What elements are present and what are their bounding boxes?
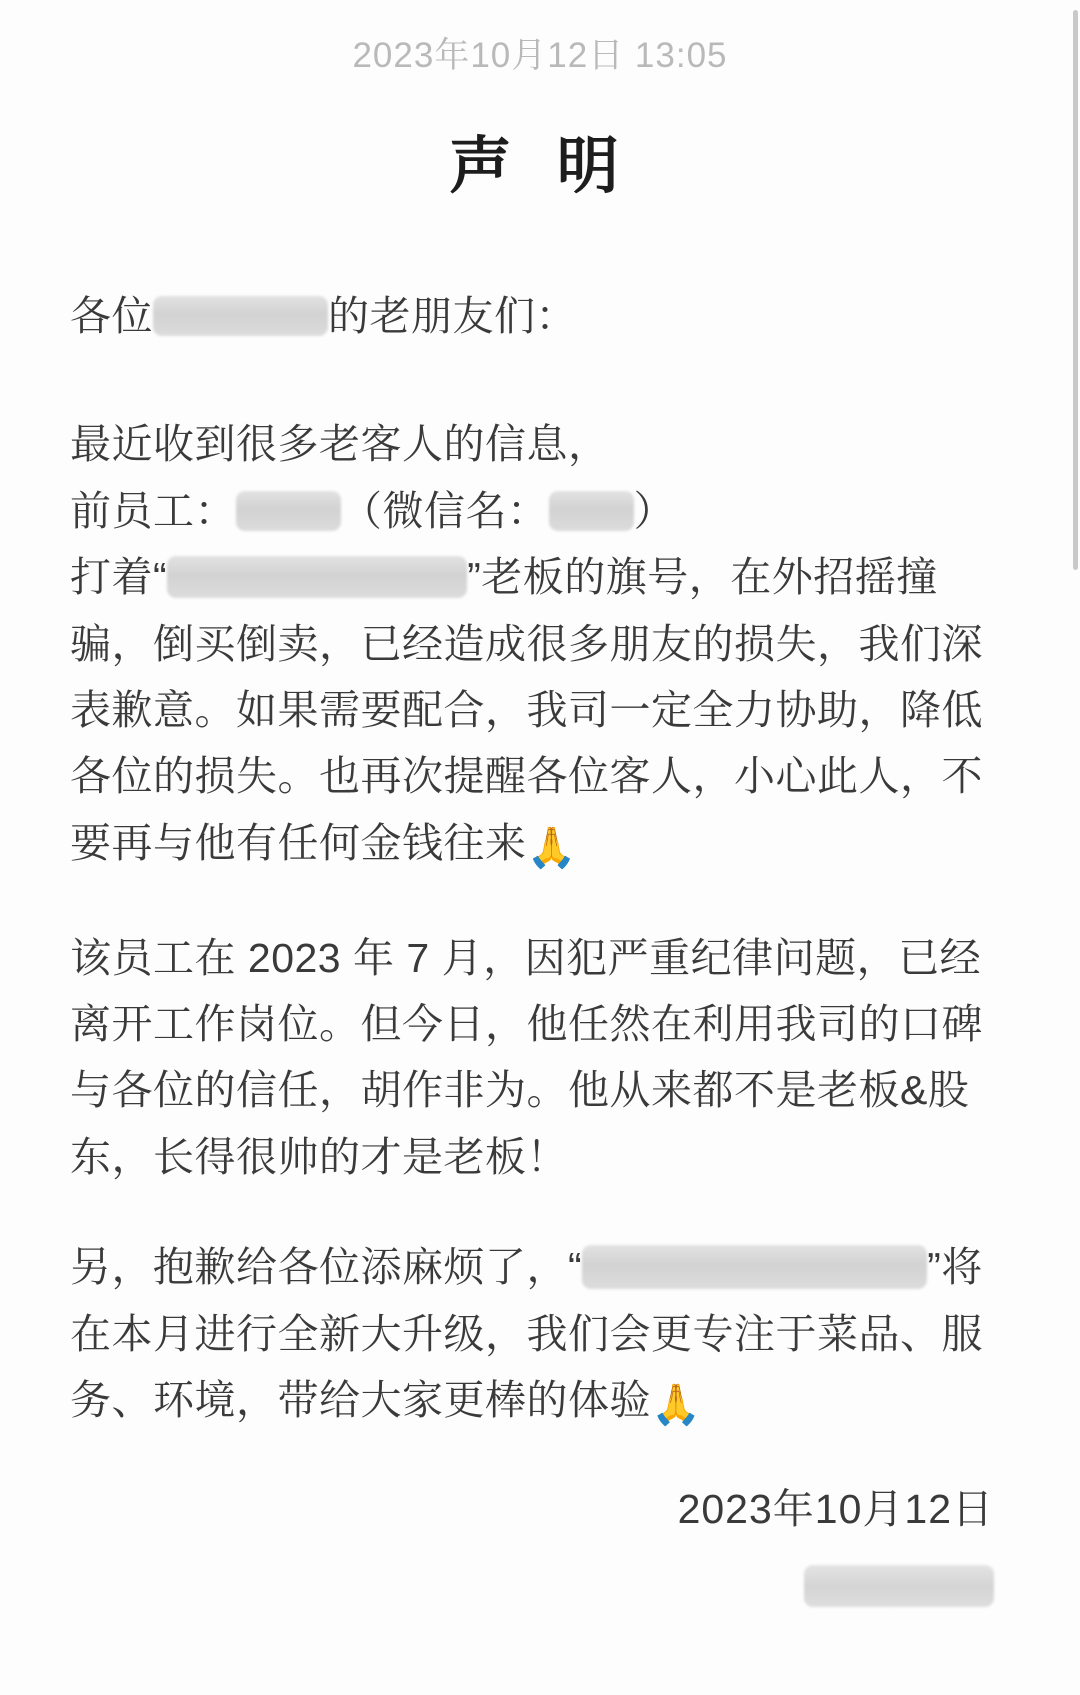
redacted-brand-name <box>167 556 467 598</box>
message-timestamp: 2023年10月12日 13:05 <box>352 36 728 75</box>
p3-prefix: 另，抱歉给各位添麻烦了，“ <box>70 1244 583 1291</box>
page-title: 声 明 <box>449 129 631 202</box>
p3-suffix: ”将在本月进行全新大升级，我们会更专注于菜品、服务、环境，带给大家更棒的体验 <box>70 1244 983 1424</box>
paragraph-two: 该员工在 2023 年 7 月，因犯严重纪律问题，已经离开工作岗位。但今日，他任然在利用我司的口碑与各位的信任，胡作非为。他从来都不是老板&股东，长得很帅的才是老板！ <box>70 934 983 1180</box>
praying-hands-icon: 🙏 <box>526 825 577 870</box>
salutation-line <box>70 283 1010 349</box>
document-body <box>70 283 1010 1438</box>
redacted-wechat-name <box>549 491 634 531</box>
p1-line3-suffix: ”老板的旗号，在外招摇撞骗，倒买倒卖，已经造成很多朋友的损失，我们深表歉意。如果需要配合，我司一定全力协助，降低各位的损失。也再次提醒各位客人，小心此人，不要再与他有任何金钱往来 <box>70 554 983 866</box>
scrollbar-thumb[interactable] <box>1073 10 1078 570</box>
praying-hands-icon-2: 🙏 <box>651 1383 702 1428</box>
salutation-suffix: 的老朋友们： <box>328 293 577 339</box>
paragraph-three <box>70 1234 1010 1438</box>
signature-date: 2023年10月12日 <box>677 1486 994 1532</box>
redacted-brand-name-2 <box>582 1245 927 1289</box>
p1-line2-mid: （微信名： <box>341 487 549 534</box>
redacted-signature <box>804 1565 994 1607</box>
p1-line1: 最近收到很多老客人的信息， <box>70 421 610 468</box>
p1-line2-prefix: 前员工： <box>70 487 236 534</box>
redacted-company-name <box>153 296 328 336</box>
p1-line3-prefix: 打着“ <box>70 554 168 601</box>
salutation-prefix: 各位 <box>70 293 153 339</box>
paragraph-one <box>70 411 1010 880</box>
redacted-employee-name <box>236 491 341 531</box>
p1-line2-suffix: ） <box>633 487 675 534</box>
scrollbar[interactable] <box>1072 0 1080 1695</box>
